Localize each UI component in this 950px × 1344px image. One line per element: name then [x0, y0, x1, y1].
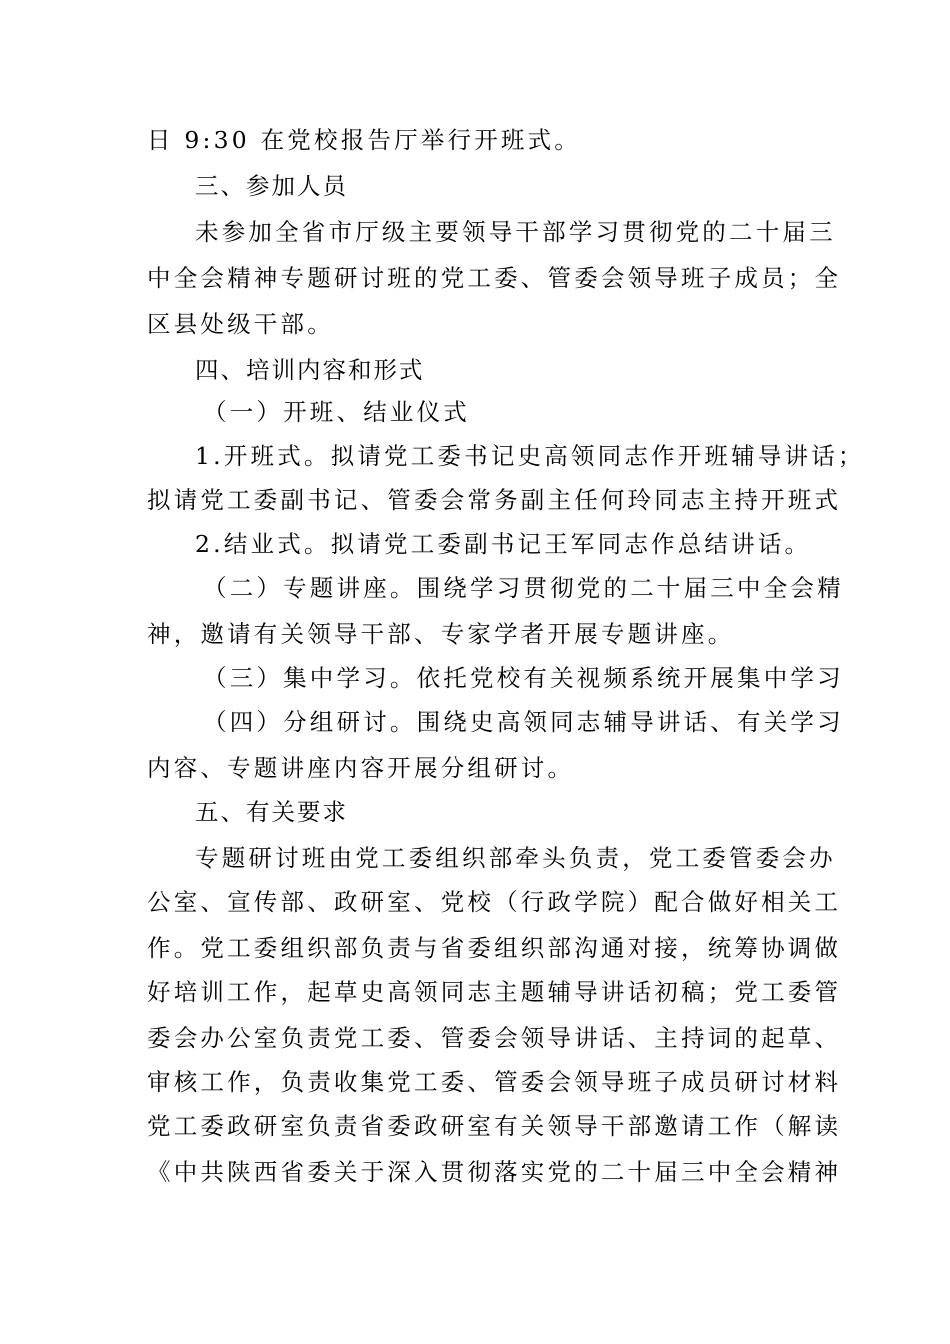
- body-line: 审核工作，负责收集党工委、管委会领导班子成员研讨材料: [147, 1068, 842, 1096]
- body-line: （三）集中学习。依托党校有关视频系统开展集中学习: [203, 664, 844, 692]
- body-line: 2.结业式。拟请党工委副书记王军同志作总结讲话。: [195, 530, 812, 558]
- body-line: 专题研讨班由党工委组织部牵头负责，党工委管委会办: [195, 844, 836, 872]
- subsection-heading-1: （一）开班、结业仪式: [203, 398, 470, 426]
- body-line: 拟请党工委副书记、管委会常务副主任何玲同志主持开班式: [147, 486, 842, 514]
- section-heading-3: 三、参加人员: [195, 172, 348, 200]
- body-line: 委会办公室负责党工委、管委会领导讲话、主持词的起草、: [147, 1024, 842, 1052]
- section-heading-5: 五、有关要求: [195, 798, 348, 826]
- body-line: （二）专题讲座。围绕学习贯彻党的二十届三中全会精: [203, 574, 844, 602]
- body-line: 公室、宣传部、政研室、党校（行政学院）配合做好相关工: [147, 888, 842, 916]
- body-line: 日 9:30 在党校报告厅举行开班式。: [147, 126, 582, 154]
- body-line: 《中共陕西省委关于深入贯彻落实党的二十届三中全会精神: [147, 1158, 842, 1186]
- body-line: 内容、专题讲座内容开展分组研讨。: [147, 754, 575, 782]
- section-heading-4: 四、培训内容和形式: [195, 356, 425, 384]
- body-line: 区县处级干部。: [147, 310, 334, 338]
- body-line: 作。党工委组织部负责与省委组织部沟通对接，统筹协调做: [147, 934, 842, 962]
- body-line: 中全会精神专题研讨班的党工委、管委会领导班子成员；全: [147, 264, 842, 292]
- body-line: 未参加全省市厅级主要领导干部学习贯彻党的二十届三: [195, 218, 836, 246]
- body-line: 好培训工作，起草史高领同志主题辅导讲话初稿；党工委管: [147, 978, 842, 1006]
- body-line: 神，邀请有关领导干部、专家学者开展专题讲座。: [147, 620, 735, 648]
- body-line: （四）分组研讨。围绕史高领同志辅导讲话、有关学习: [203, 708, 844, 736]
- body-line: 党工委政研室负责省委政研室有关领导干部邀请工作（解读: [147, 1112, 842, 1140]
- body-line: 1.开班式。拟请党工委书记史高领同志作开班辅导讲话；: [195, 442, 865, 470]
